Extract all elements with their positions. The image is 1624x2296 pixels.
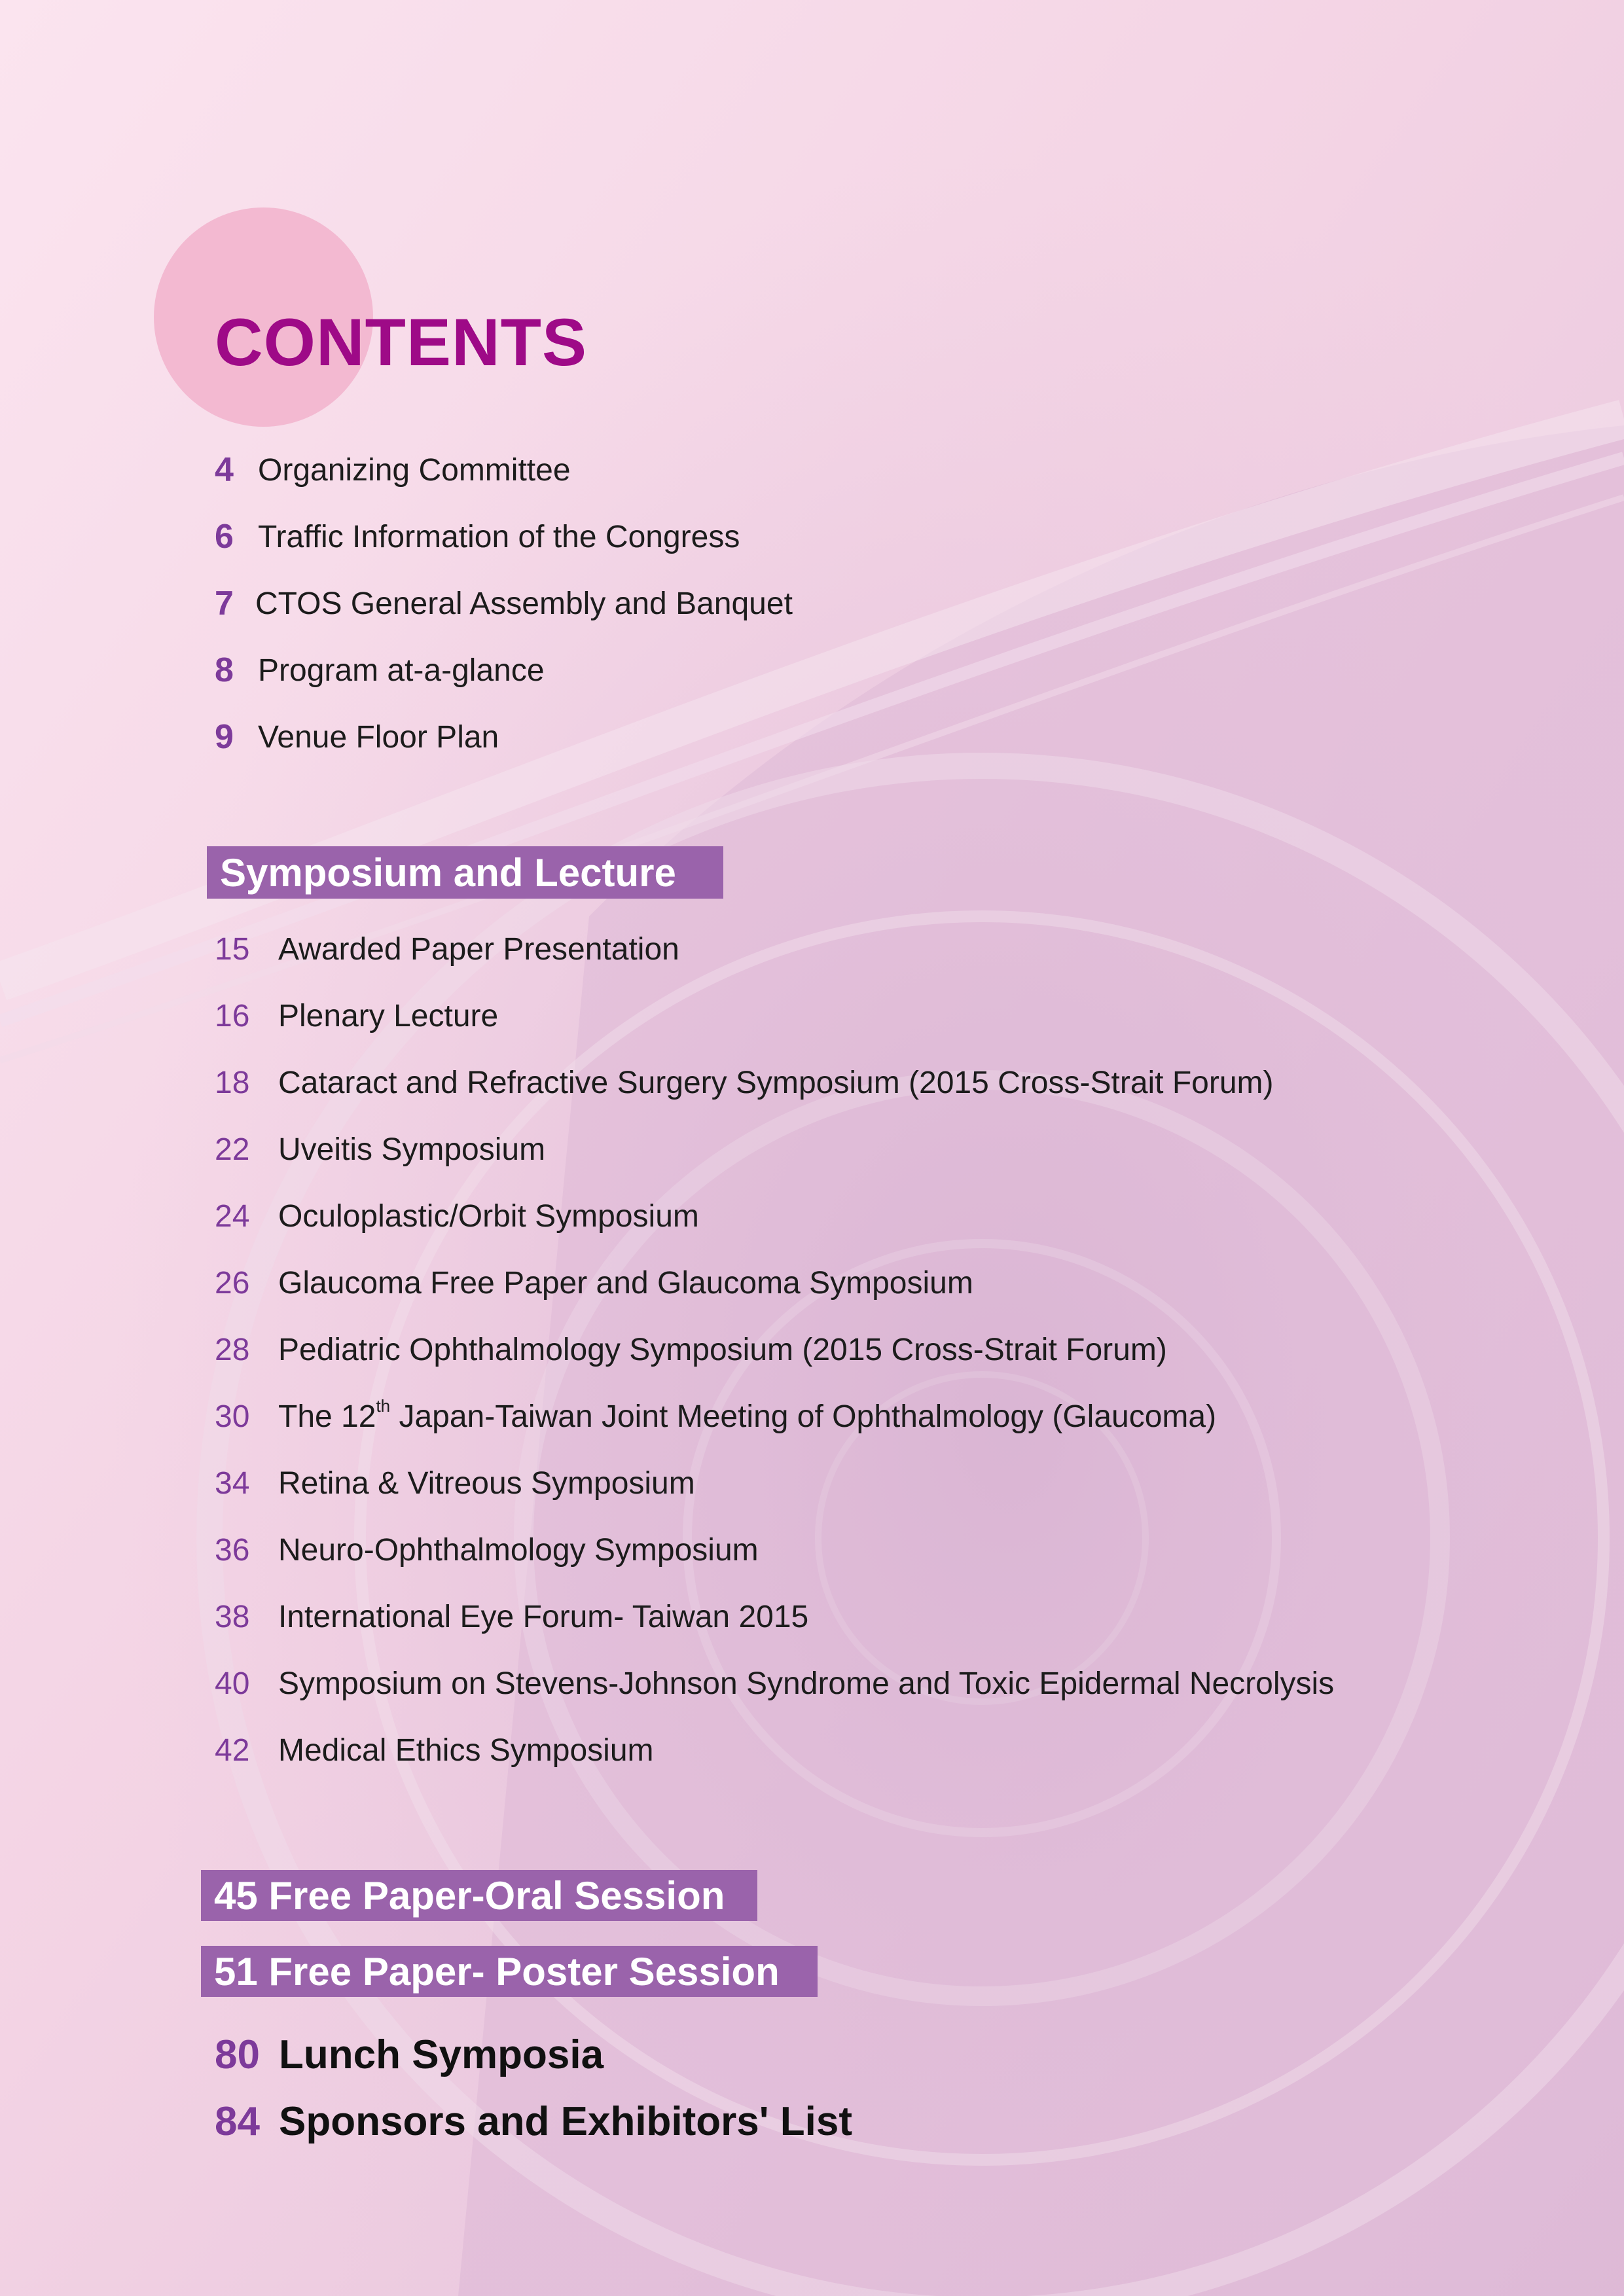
item-page-number: 28 [215, 1332, 250, 1367]
item-label: Organizing Committee [258, 452, 571, 488]
page-title: CONTENTS [215, 305, 587, 380]
item-label: Glaucoma Free Paper and Glaucoma Symposium [278, 1265, 973, 1300]
contents-item[interactable] [215, 1727, 654, 1773]
label-part: The 12 [278, 1399, 376, 1434]
contents-item[interactable] [215, 1527, 759, 1573]
contents-item[interactable] [215, 1327, 1167, 1372]
item-label: International Eye Forum- Taiwan 2015 [278, 1599, 809, 1634]
item-page-number: 42 [215, 1732, 250, 1768]
contents-item[interactable] [215, 1393, 1216, 1439]
item-label: Retina & Vitreous Symposium [278, 1465, 695, 1501]
item-page-number: 34 [215, 1465, 250, 1501]
contents-item[interactable] [215, 581, 793, 626]
contents-item[interactable] [215, 1460, 695, 1506]
free-paper-poster-band[interactable]: 51 Free Paper- Poster Session [201, 1946, 818, 1997]
contents-item[interactable] [215, 1260, 973, 1306]
contents-item[interactable] [215, 1193, 699, 1239]
item-page-number: 4 [215, 451, 234, 489]
item-page-number: 36 [215, 1532, 250, 1568]
item-label: Plenary Lecture [278, 998, 499, 1033]
contents-item[interactable] [215, 447, 571, 493]
label-part: Japan-Taiwan Joint Meeting of Ophthalmology (Glaucoma) [390, 1399, 1217, 1434]
contents-item[interactable] [215, 1594, 808, 1640]
symposium-heading: Symposium and Lecture [207, 846, 723, 899]
item-label: Venue Floor Plan [258, 719, 499, 755]
contents-item[interactable] [215, 514, 740, 560]
item-label: Oculoplastic/Orbit Symposium [278, 1198, 699, 1234]
item-label: Pediatric Ophthalmology Symposium (2015 Cross-Strait Forum) [278, 1332, 1167, 1367]
item-label: Neuro-Ophthalmology Symposium [278, 1532, 759, 1568]
contents-item[interactable] [215, 1060, 1274, 1105]
item-page-number: 38 [215, 1599, 250, 1634]
contents-item[interactable] [215, 926, 679, 972]
item-label: Traffic Information of the Congress [258, 519, 740, 554]
item-page-number: 30 [215, 1399, 250, 1434]
item-label: Awarded Paper Presentation [278, 931, 679, 967]
item-page-number: 16 [215, 998, 250, 1033]
item-page-number: 22 [215, 1132, 250, 1167]
contents-item[interactable] [215, 714, 499, 760]
item-page-number: 6 [215, 518, 234, 556]
item-label: Symposium on Stevens-Johnson Syndrome and Toxic Epidermal Necrolysis [278, 1666, 1335, 1701]
item-label: Cataract and Refractive Surgery Symposium (2015 Cross-Strait Forum) [278, 1065, 1274, 1100]
contents-item[interactable] [215, 1660, 1334, 1706]
item-page-number: 15 [215, 931, 250, 967]
ordinal-suffix: th [376, 1395, 391, 1416]
contents-item[interactable] [215, 993, 498, 1039]
free-paper-oral-band[interactable]: 45 Free Paper-Oral Session [201, 1870, 757, 1921]
item-page-number: 80 [215, 2032, 260, 2077]
contents-item[interactable] [215, 647, 545, 693]
item-label: CTOS General Assembly and Banquet [255, 586, 793, 621]
item-page-number: 40 [215, 1666, 250, 1701]
item-page-number: 18 [215, 1065, 250, 1100]
item-page-number: 24 [215, 1198, 250, 1234]
item-page-number: 84 [215, 2098, 260, 2144]
item-page-number: 8 [215, 651, 234, 689]
item-label: Lunch Symposia [279, 2032, 604, 2077]
item-label: Uveitis Symposium [278, 1132, 546, 1167]
item-label: Sponsors and Exhibitors' List [279, 2098, 852, 2144]
item-page-number: 7 [215, 584, 234, 622]
item-label: Program at-a-glance [258, 653, 545, 688]
item-label [278, 1395, 1217, 1435]
item-page-number: 26 [215, 1265, 250, 1300]
contents-item-major[interactable] [215, 2028, 604, 2081]
contents-item-major[interactable] [215, 2095, 852, 2147]
contents-item[interactable] [215, 1126, 545, 1172]
item-label: Medical Ethics Symposium [278, 1732, 654, 1768]
item-page-number: 9 [215, 718, 234, 756]
